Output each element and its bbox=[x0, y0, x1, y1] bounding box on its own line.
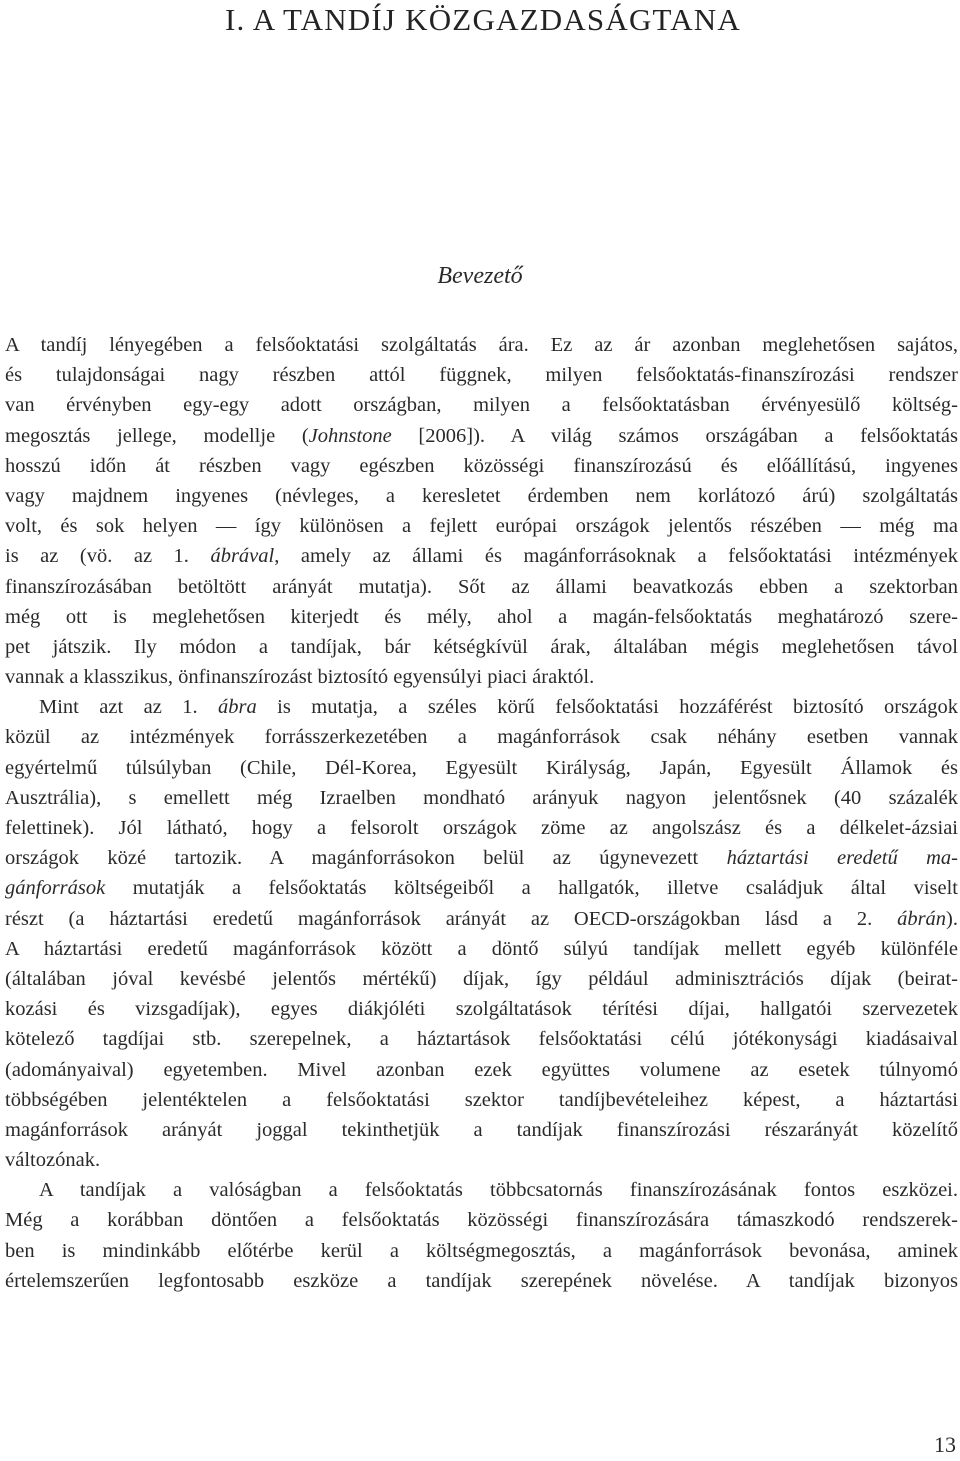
line-text: és tulajdonságai nagy részben attól függnek, milyen felsőoktatás-finanszírozási rendszer bbox=[5, 364, 958, 387]
line-text: Ausztrália), s emellett még Izraelben mondható arányuk nagyon jelentősnek (40 százalék bbox=[5, 786, 958, 809]
italic-text: ábrán bbox=[897, 907, 947, 930]
line-text: értelemszerűen legfontosabb eszköze a tandíjak szerepének növelése. A tandíjak bizonyos bbox=[5, 1269, 958, 1292]
line-text: kötelező tagdíjai stb. szerepelnek, a háztartások felsőoktatási célú jótékonysági kiadásaival bbox=[5, 1028, 958, 1051]
line-text: változónak. bbox=[5, 1149, 101, 1172]
text-line bbox=[5, 1055, 958, 1085]
line-text: egyértelmű túlsúlyban (Chile, Dél-Korea, Egyesült Királyság, Japán, Egyesült Államok és bbox=[5, 756, 958, 779]
text-line bbox=[5, 421, 958, 451]
text-line bbox=[5, 783, 958, 813]
line-text: mutatják a felsőoktatás költségeiből a hallgatók, illetve családjuk által viselt bbox=[105, 877, 958, 900]
text-line bbox=[5, 572, 958, 602]
line-text: finanszírozásában betöltött arányát mutatja). Sőt az állami beavatkozás ebben a szektorban bbox=[5, 575, 958, 598]
line-text: magánforrások arányát joggal tekinthetjük a tandíjak finanszírozási részarányát közelítő bbox=[5, 1118, 958, 1141]
line-text: pet játszik. Ily módon a tandíjak, bár kétségkívül árak, általában mégis meglehetősen távol bbox=[5, 635, 958, 658]
text-line bbox=[5, 964, 958, 994]
text-line bbox=[5, 692, 958, 722]
text-line bbox=[5, 1236, 958, 1266]
line-text: [2006]). A világ számos országában a felsőoktatás bbox=[391, 424, 958, 447]
line-text: kozási és vizsgadíjak), egyes diákjóléti szolgáltatások térítési díjai, hallgatói szervezetek bbox=[5, 998, 958, 1021]
line-text: A tandíj lényegében a felsőoktatási szolgáltatás ára. Ez az ár azonban meglehetősen sajátos, bbox=[5, 334, 958, 356]
text-line bbox=[5, 722, 958, 752]
line-text: ben is mindinkább előtérbe kerül a költségmegosztás, a magánforrások bevonása, aminek bbox=[5, 1239, 958, 1262]
line-text: részt (a háztartási eredetű magánforrások arányát az OECD-országokban lásd a 2. bbox=[5, 907, 898, 930]
text-line bbox=[5, 451, 958, 481]
text-line bbox=[5, 330, 958, 360]
line-text: (adományaival) egyetemben. Mivel azonban ezek együttes volumene az esetek túlnyomó bbox=[5, 1058, 958, 1081]
text-line bbox=[5, 1145, 958, 1175]
text-line bbox=[5, 390, 958, 420]
page-number: 13 bbox=[934, 1432, 956, 1457]
line-text: többségében jelentéktelen a felsőoktatási szektor tandíjbevételeihez képest, a háztartási bbox=[5, 1088, 958, 1111]
line-text: országok közé tartozik. A magánforrásokon belül az úgynevezett bbox=[5, 847, 727, 870]
line-text: volt, és sok helyen — így különösen a fejlett európai országok jelentős részében — még ma bbox=[5, 515, 958, 538]
line-text: hosszú időn át részben vagy egészben közösségi finanszírozású és előállítású, ingyenes bbox=[5, 454, 958, 477]
text-line bbox=[5, 904, 958, 934]
italic-text: ábra bbox=[218, 696, 257, 719]
text-line bbox=[5, 934, 958, 964]
chapter-title: I. A TANDÍJ KÖZGAZDASÁGTANA bbox=[225, 2, 741, 37]
line-text: A háztartási eredetű magánforrások között a döntő súlyú tandíjak mellett egyéb különféle bbox=[5, 937, 958, 960]
text-line bbox=[5, 1115, 958, 1145]
text-line bbox=[5, 813, 958, 843]
line-text: megosztás jellege, modellje ( bbox=[5, 424, 309, 447]
text-line bbox=[5, 1085, 958, 1115]
line-text: is az (vö. az 1. bbox=[5, 545, 211, 568]
line-text: felettinek). Jól látható, hogy a felsorolt országok zöme az angolszász és a délkelet-ázsiai bbox=[5, 817, 958, 839]
line-text: A tandíjak a valóságban a felsőoktatás többcsatornás finanszírozásának fontos eszközei. bbox=[39, 1179, 958, 1202]
italic-text: gánforrások bbox=[5, 877, 106, 900]
text-line bbox=[5, 602, 958, 632]
text-line bbox=[5, 662, 958, 692]
line-text: Mint azt az 1. bbox=[39, 696, 219, 719]
line-text: (általában jóval kevésbé jelentős mértékű) díjak, így például adminisztrációs díjak (beirat- bbox=[5, 967, 958, 990]
section-title: Bevezető bbox=[437, 263, 523, 289]
line-text: van érvényben egy-egy adott országban, milyen a felsőoktatásban érvényesülő költség- bbox=[5, 394, 958, 417]
italic-text: Johnstone bbox=[308, 424, 392, 447]
italic-text: háztartási eredetű ma- bbox=[726, 847, 958, 870]
body-text bbox=[5, 330, 958, 1296]
text-line bbox=[5, 511, 958, 541]
line-text: vannak a klasszikus, önfinanszírozást biztosító egyensúlyi piaci áraktól. bbox=[5, 666, 595, 689]
text-line bbox=[5, 843, 958, 873]
line-text: , amely az állami és magánforrásoknak a felsőoktatási intézmények bbox=[274, 545, 958, 568]
text-line bbox=[5, 1175, 958, 1205]
italic-text: ábrával bbox=[210, 545, 275, 568]
text-line bbox=[5, 481, 958, 511]
text-line bbox=[5, 1205, 958, 1235]
line-text: közül az intézmények forrásszerkezetében a magánforrások csak néhány esetben vannak bbox=[5, 726, 958, 749]
text-line bbox=[5, 873, 958, 903]
text-line bbox=[5, 632, 958, 662]
line-text: ). bbox=[946, 907, 958, 930]
text-line bbox=[5, 1024, 958, 1054]
line-text: vagy majdnem ingyenes (névleges, a keresletet érdemben nem korlátozó árú) szolgáltatás bbox=[5, 484, 958, 507]
line-text: is mutatja, a széles körű felsőoktatási hozzáférést biztosító országok bbox=[256, 696, 958, 719]
line-text: még ott is meglehetősen kiterjedt és mély, ahol a magán-felsőoktatás meghatározó szere- bbox=[5, 605, 958, 628]
text-line bbox=[5, 753, 958, 783]
text-line bbox=[5, 1266, 958, 1296]
text-line bbox=[5, 541, 958, 571]
text-line bbox=[5, 994, 958, 1024]
line-text: Még a korábban döntően a felsőoktatás közösségi finanszírozására támaszkodó rendszerek- bbox=[5, 1209, 958, 1232]
text-line bbox=[5, 360, 958, 390]
